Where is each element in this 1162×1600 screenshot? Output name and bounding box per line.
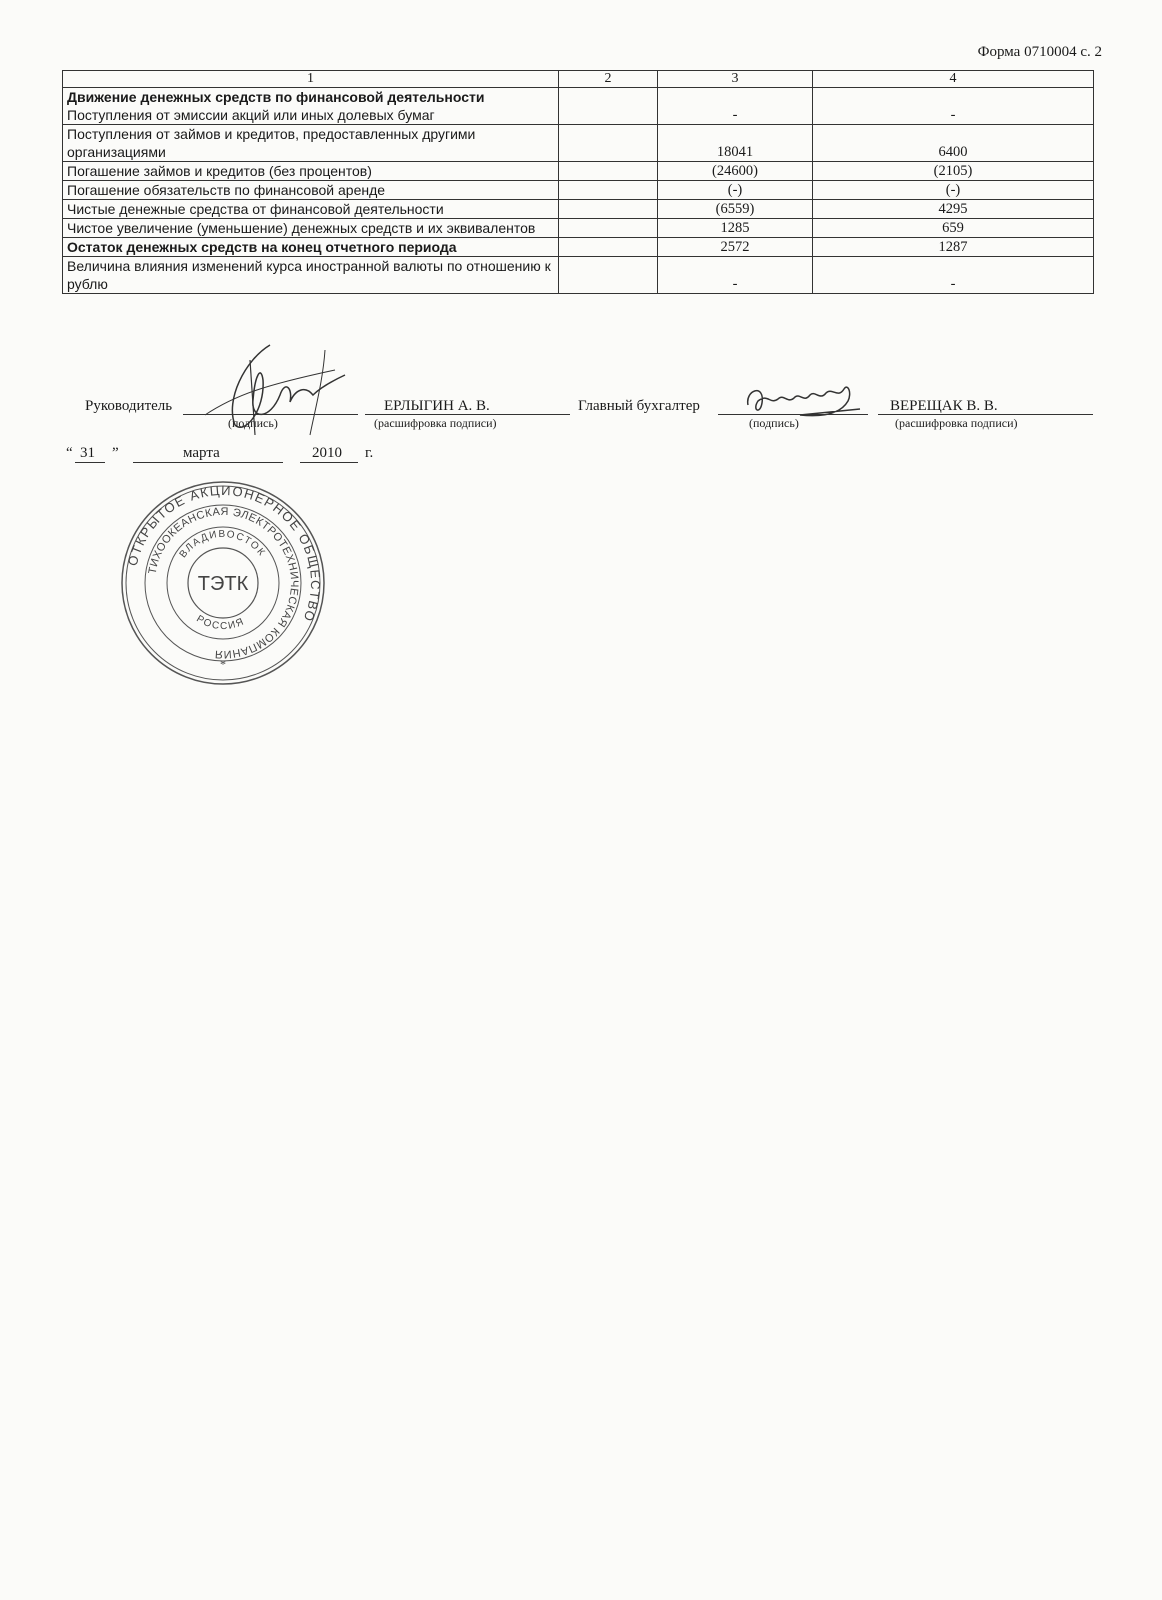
header-col-4: 4	[813, 71, 1094, 88]
row-label: Движение денежных средств по финансовой деятельности Поступления от эмиссии акций или иных долевых бумаг	[63, 88, 559, 125]
director-signature-image	[175, 340, 365, 440]
value-col4: (-)	[813, 181, 1094, 200]
table-row	[63, 125, 1094, 162]
accountant-name: ВЕРЕЩАК В. В.	[890, 398, 998, 414]
row-label: Погашение обязательств по финансовой аренде	[63, 181, 559, 200]
accountant-label: Главный бухгалтер	[578, 398, 700, 414]
value-col4: 1287	[813, 238, 1094, 257]
cash-flow-table	[62, 70, 1094, 294]
value-col4: -	[813, 257, 1094, 294]
stamp-center: ТЭТК	[197, 573, 249, 595]
header-col-3: 3	[658, 71, 813, 88]
stamp-star-icon: *	[220, 657, 226, 671]
section-title: Движение денежных средств по финансовой деятельности	[67, 89, 485, 105]
value-col3: -	[658, 88, 813, 125]
value-col4: 6400	[813, 125, 1094, 162]
table-row	[63, 88, 1094, 125]
row-label: Чистые денежные средства от финансовой деятельности	[63, 200, 559, 219]
value-col3: 2572	[658, 238, 813, 257]
date-suffix: г.	[365, 445, 374, 461]
value-col3: -	[658, 257, 813, 294]
form-label: Форма 0710004 с. 2	[977, 44, 1102, 60]
director-decode-caption: (расшифровка подписи)	[374, 416, 497, 430]
table-row	[63, 238, 1094, 257]
stamp-inner-top: ВЛАДИВОСТОК	[177, 528, 268, 561]
table-row	[63, 181, 1094, 200]
accountant-signature-image	[740, 375, 870, 425]
table-row	[63, 200, 1094, 219]
value-col4: 4295	[813, 200, 1094, 219]
date-month: марта	[183, 445, 220, 461]
value-col3: 1285	[658, 219, 813, 238]
value-col3: 18041	[658, 125, 813, 162]
date-day: 31	[80, 445, 95, 461]
director-label: Руководитель	[85, 398, 173, 414]
director-name: ЕРЛЫГИН А. В.	[384, 398, 490, 414]
date-close-quote: ”	[112, 445, 119, 461]
table-row	[63, 219, 1094, 238]
header-col-1: 1	[63, 71, 559, 88]
stamp-outer-text: ОТКРЫТОЕ АКЦИОНЕРНОЕ ОБЩЕСТВО	[124, 482, 324, 625]
accountant-decode-caption: (расшифровка подписи)	[895, 416, 1018, 430]
row-label: Величина влияния изменений курса иностранной валюты по отношению к рублю	[63, 257, 559, 294]
row-label: Остаток денежных средств на конец отчетного периода	[63, 238, 559, 257]
stamp-inner-bottom: РОССИЯ	[194, 613, 247, 633]
director-signature-caption: (подпись)	[228, 416, 278, 430]
value-col3: (6559)	[658, 200, 813, 219]
date-year: 2010	[312, 445, 342, 461]
row-label: Поступления от займов и кредитов, предоставленных другими организациями	[63, 125, 559, 162]
date-open-quote: “	[66, 445, 73, 461]
stamp-middle-text: ТИХООКЕАНСКАЯ ЭЛЕКТРОТЕХНИЧЕСКАЯ КОМПАНИЯ	[146, 505, 301, 661]
company-stamp	[118, 478, 328, 688]
value-col3: (24600)	[658, 162, 813, 181]
header-col-2: 2	[559, 71, 658, 88]
value-col4: -	[813, 88, 1094, 125]
accountant-signature-caption: (подпись)	[749, 416, 799, 430]
value-col4: (2105)	[813, 162, 1094, 181]
row-label: Чистое увеличение (уменьшение) денежных средств и их эквивалентов	[63, 219, 559, 238]
table-header-row	[63, 71, 1094, 88]
table-row	[63, 257, 1094, 294]
value-col3: (-)	[658, 181, 813, 200]
row-label: Погашение займов и кредитов (без процентов)	[63, 162, 559, 181]
value-col4: 659	[813, 219, 1094, 238]
table-row	[63, 162, 1094, 181]
